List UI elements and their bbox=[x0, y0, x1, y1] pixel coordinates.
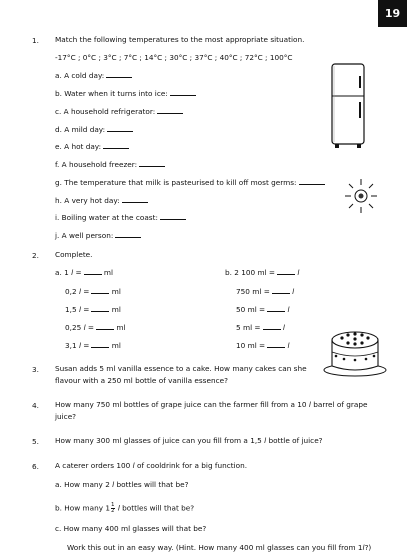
page-number-badge bbox=[378, 0, 407, 27]
answer-blank[interactable] bbox=[107, 131, 133, 132]
q6-item-c: c. How many 400 ml glasses will that be? bbox=[55, 524, 207, 533]
answer-blank[interactable] bbox=[160, 219, 186, 220]
answer-blank[interactable] bbox=[263, 329, 281, 330]
answer-blank[interactable] bbox=[91, 311, 109, 312]
q6-number: 6. bbox=[32, 462, 39, 471]
q6-text: A caterer orders 100 l of cooldrink for a big function. bbox=[55, 461, 248, 470]
q2-left-row: 1,5 l = ml bbox=[65, 305, 121, 314]
q1-item-d: d. A mild day: bbox=[55, 126, 133, 133]
q2-right-row: b. 2 100 ml = l bbox=[225, 268, 300, 277]
q4-line2: juice? bbox=[55, 412, 77, 421]
q2-right-row: 50 ml = l bbox=[236, 305, 290, 314]
q2-left-row: 0,25 l = ml bbox=[65, 323, 126, 332]
answer-blank[interactable] bbox=[103, 148, 129, 149]
q3-line1: Susan adds 5 ml vanilla essence to a cake. How many cakes can she bbox=[55, 364, 307, 373]
q6-item-b: b. How many 1 $\frac{1}{2}$ l bottles will that be? bbox=[55, 502, 195, 514]
q4-number: 4. bbox=[32, 401, 39, 410]
q1-item-f: f. A household freezer: bbox=[55, 161, 165, 168]
answer-blank[interactable] bbox=[96, 329, 114, 330]
q1-item-h: h. A very hot day: bbox=[55, 197, 148, 204]
q3-line2: flavour with a 250 ml bottle of vanilla essence? bbox=[55, 376, 228, 385]
q5-text: How many 300 ml glasses of juice can you fill from a 1,5 l bottle of juice? bbox=[55, 436, 323, 445]
answer-blank[interactable] bbox=[84, 274, 102, 275]
answer-blank[interactable] bbox=[272, 293, 290, 294]
q2-left-row: 0,2 l = ml bbox=[65, 287, 121, 296]
q2-right-row: 750 ml = l bbox=[236, 287, 295, 296]
q1-number: 1. bbox=[32, 36, 39, 45]
q5-number: 5. bbox=[32, 437, 39, 446]
sun-icon bbox=[340, 176, 382, 216]
q1-item-c: c. A household refrigerator: bbox=[55, 108, 183, 115]
fraction-half: $\frac{1}{2}$ bbox=[111, 502, 115, 514]
answer-blank[interactable] bbox=[91, 293, 109, 294]
q2-right-row: 5 ml = l bbox=[236, 323, 285, 332]
q2-number: 2. bbox=[32, 251, 39, 260]
cake-icon bbox=[322, 322, 388, 378]
q1-item-j: j. A well person: bbox=[55, 232, 141, 239]
answer-blank[interactable] bbox=[267, 347, 285, 348]
answer-blank[interactable] bbox=[299, 184, 325, 185]
q3-number: 3. bbox=[32, 365, 39, 374]
answer-blank[interactable] bbox=[122, 202, 148, 203]
q1-item-g: g. The temperature that milk is pasteurised to kill off most germs: bbox=[55, 179, 325, 186]
q2-prompt: Complete. bbox=[55, 250, 93, 259]
answer-blank[interactable] bbox=[106, 77, 132, 78]
refrigerator-icon bbox=[326, 62, 372, 150]
answer-blank[interactable] bbox=[115, 237, 141, 238]
answer-blank[interactable] bbox=[91, 347, 109, 348]
q1-temperature-list: -17°C ; 0°C ; 3°C ; 7°C ; 14°C ; 30°C ; 37°C ; 40°C ; 72°C ; 100°C bbox=[55, 53, 293, 62]
q1-item-a: a. A cold day: bbox=[55, 72, 132, 79]
q6-item-a: a. How many 2 l bottles will that be? bbox=[55, 480, 189, 489]
answer-blank[interactable] bbox=[139, 166, 165, 167]
q6-hint: Work this out in an easy way. (Hint. How many 400 ml glasses can you fill from 1l?) bbox=[67, 543, 372, 552]
q1-item-i: i. Boiling water at the coast: bbox=[55, 214, 186, 221]
answer-blank[interactable] bbox=[157, 113, 183, 114]
answer-blank[interactable] bbox=[170, 95, 196, 96]
q4-line1: How many 750 ml bottles of grape juice can the farmer fill from a 10 l barrel of grape bbox=[55, 400, 368, 409]
page-number: 19 bbox=[384, 7, 401, 20]
answer-blank[interactable] bbox=[267, 311, 285, 312]
answer-blank[interactable] bbox=[277, 274, 295, 275]
q1-prompt: Match the following temperatures to the most appropriate situation. bbox=[55, 35, 305, 44]
q2-right-row: 10 ml = l bbox=[236, 341, 290, 350]
q1-item-b: b. Water when it turns into ice: bbox=[55, 90, 196, 97]
q2-left-row: a. 1 l = ml bbox=[55, 268, 114, 277]
q1-item-e: e. A hot day: bbox=[55, 143, 129, 150]
q2-left-row: 3,1 l = ml bbox=[65, 341, 121, 350]
